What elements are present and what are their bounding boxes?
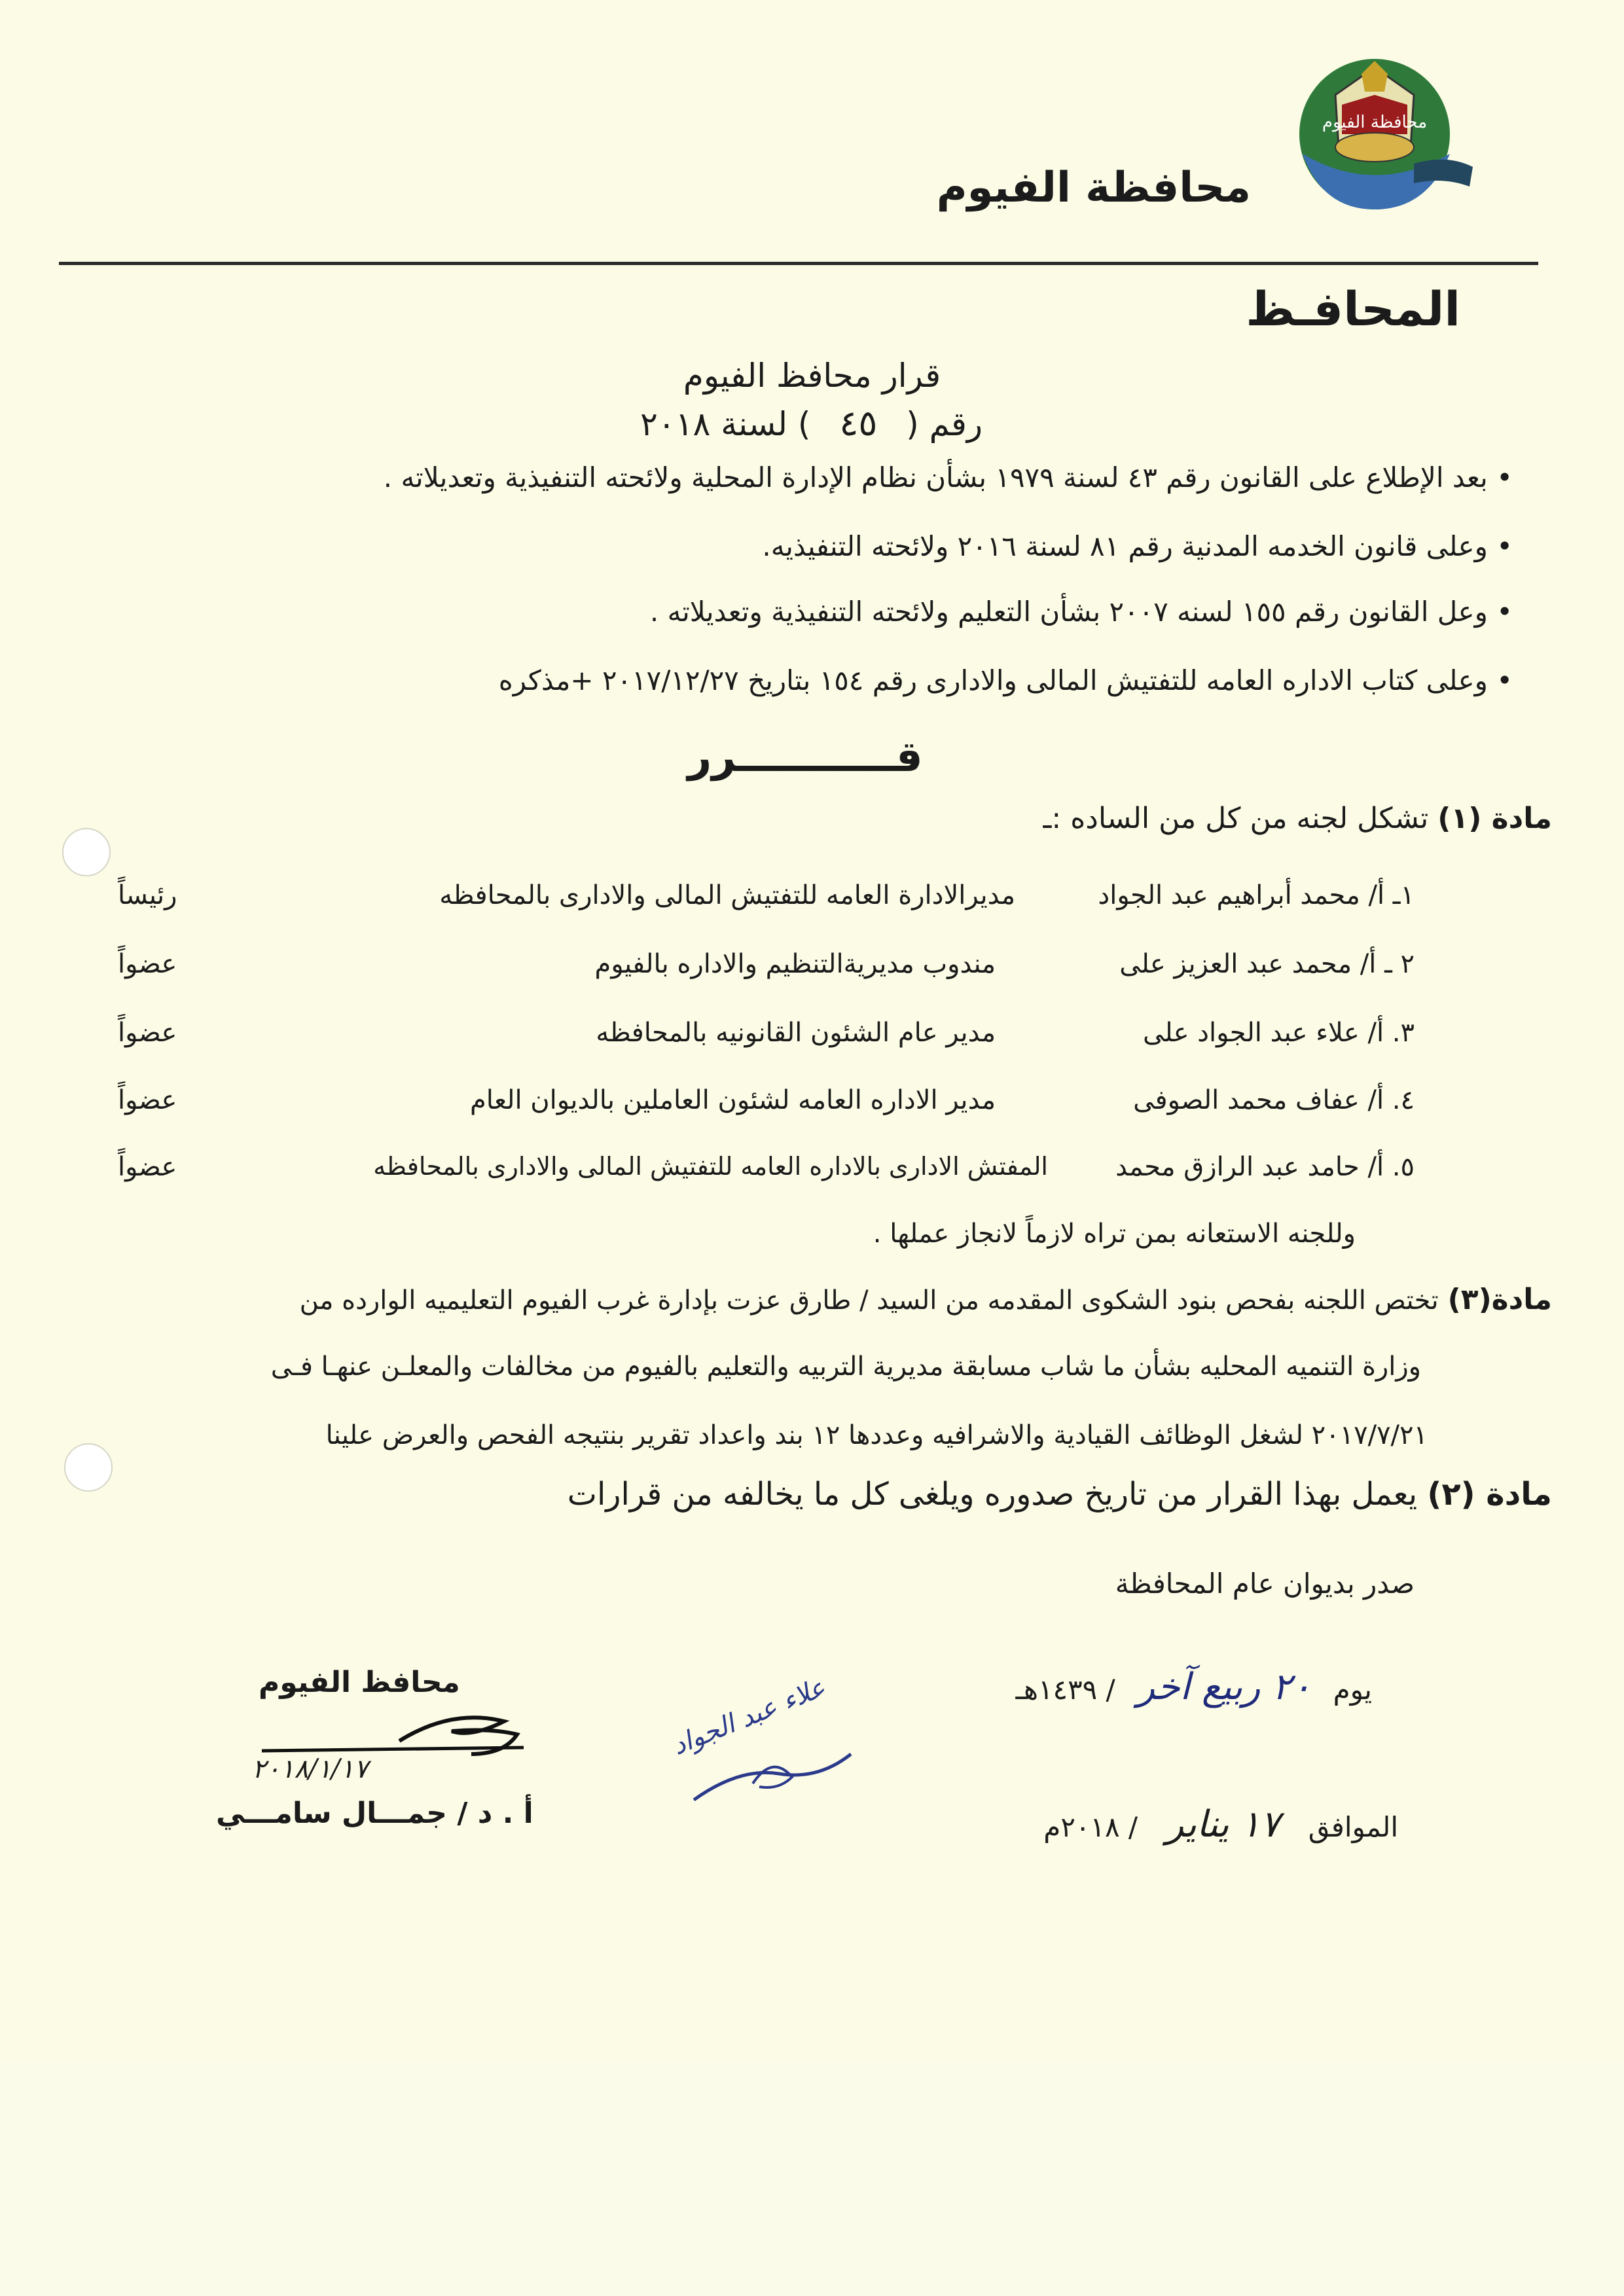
- member-name: ٢ ـ أ/ محمد عبد العزيز على: [1119, 949, 1415, 979]
- article-3-line: وزارة التنميه المحليه بشأن ما شاب مسابقة مديرية التربيه والتعليم بالفيوم من مخالفات والمعلـن عنهـا فـى: [270, 1352, 1421, 1382]
- initials-scribble: [681, 1728, 864, 1813]
- member-status: عضواً: [118, 1152, 177, 1182]
- governorate-logo: [1276, 56, 1479, 216]
- verdict-heading: [589, 733, 1021, 781]
- decree-number-line: [640, 403, 983, 444]
- office-title: المحافـظ: [1246, 281, 1460, 336]
- decree-number-suffix: ) لسنة ٢٠١٨: [640, 405, 811, 443]
- member-status: عضواً: [118, 949, 177, 979]
- verdict-text: قـــــــــــرر: [687, 733, 923, 781]
- preamble-line: • وعلى كتاب الاداره العامه للتفتيش المالى والادارى رقم ١٥٤ بتاريخ ٢٠١٧/١٢/٢٧ +مذكره: [498, 664, 1513, 696]
- gregorian-date: [1043, 1803, 1398, 1846]
- article-3-label: مادة(٣): [1447, 1283, 1552, 1316]
- member-status: عضواً: [118, 1085, 177, 1115]
- member-role: مدير الاداره العامه لشئون العاملين بالديوان العام: [470, 1085, 996, 1115]
- member-role: المفتش الادارى بالاداره العامه للتفتيش المالى والادارى بالمحافظه: [373, 1152, 1048, 1181]
- governorate-title: محافظة الفيوم: [936, 164, 1251, 212]
- greg-suffix: / ٢٠١٨م: [1043, 1811, 1138, 1843]
- member-role: مدير عام الشئون القانونيه بالمحافظه: [596, 1018, 996, 1048]
- punch-hole: [64, 1443, 113, 1492]
- preamble-line: • وعل القانون رقم ١٥٥ لسنه ٢٠٠٧ بشأن التعليم ولائحته التنفيذية وتعديلاته .: [649, 596, 1513, 628]
- article-3-line: ٢٠١٧/٧/٢١ لشغل الوظائف القيادية والاشرافيه وعددها ١٢ بند واعداد تقرير بنتيجه الفحص والعرض علينا: [325, 1420, 1428, 1450]
- decree-title: قرار محافظ الفيوم: [683, 357, 941, 395]
- article-1: [1043, 802, 1552, 835]
- initials-signature: علاء عبد الجواد: [668, 1672, 830, 1761]
- signature-date: ٢٠١٨/١/١٧: [252, 1754, 369, 1784]
- article-2: [568, 1476, 1552, 1513]
- article-3-line: تختص اللجنه بفحص بنود الشكوى المقدمه من السيد / طارق عزت بإدارة غرب الفيوم التعليميه الوارده من: [299, 1285, 1439, 1316]
- member-status: رئيساً: [118, 880, 177, 910]
- article-2-text: يعمل بهذا القرار من تاريخ صدوره ويلغى كل ما يخالفه من قرارات: [567, 1476, 1418, 1513]
- greg-prefix: الموافق: [1308, 1811, 1398, 1843]
- member-status: عضواً: [118, 1018, 177, 1048]
- member-role: مندوب مديريةالتنظيم والاداره بالفيوم: [594, 949, 996, 979]
- member-name: ١ـ أ/ محمد أبراهيم عبد الجواد: [1098, 880, 1415, 910]
- punch-hole: [62, 828, 111, 876]
- member-name: ٥. أ/ حامد عبد الرازق محمد: [1115, 1152, 1415, 1182]
- member-role: مديرالادارة العامه للتفتيش المالى والادارى بالمحافظه: [439, 880, 1015, 910]
- signatory-title: محافظ الفيوم: [259, 1666, 460, 1699]
- decree-number-prefix: رقم (: [906, 405, 983, 443]
- page-bottom: [0, 2062, 1624, 2296]
- issued-at: صدر بديوان عام المحافظة: [1115, 1568, 1415, 1600]
- member-name: ٣. أ/ علاء عبد الجواد على: [1143, 1018, 1415, 1048]
- logo-text: محافظة الفيوم: [1322, 113, 1428, 132]
- article-1-note: وللجنه الاستعانه بمن تراه لازماً لانجاز عملها .: [873, 1219, 1356, 1249]
- preamble-line: • بعد الإطلاع على القانون رقم ٤٣ لسنة ١٩٧٩ بشأن نظام الإدارة المحلية ولائحته التنفيذية وتعديلاته .: [383, 461, 1513, 493]
- member-name: ٤. أ/ عفاف محمد الصوفى: [1133, 1085, 1415, 1115]
- hijri-prefix: يوم: [1333, 1674, 1372, 1706]
- decree-number: ٤٥: [839, 403, 878, 444]
- article-1-label: مادة (١): [1437, 802, 1552, 835]
- hijri-suffix: / ١٤٣٩هـ: [1015, 1674, 1115, 1706]
- article-2-label: مادة (٢): [1427, 1476, 1552, 1513]
- signatory-name: أ . د / جمـــال سامـــي: [216, 1797, 533, 1830]
- header-divider: [59, 262, 1538, 265]
- article-1-text: تشكل لجنه من كل من الساده :ـ: [1043, 802, 1429, 835]
- article-3: [300, 1283, 1552, 1316]
- preamble-line: • وعلى قانون الخدمه المدنية رقم ٨١ لسنة ٢٠١٦ ولائحته التنفيذيه.: [762, 530, 1513, 562]
- hijri-date: [1016, 1666, 1372, 1708]
- greg-handwritten: ١٧ يناير: [1166, 1803, 1280, 1846]
- hijri-handwritten: ٢٠ ربيع آخر: [1137, 1666, 1312, 1708]
